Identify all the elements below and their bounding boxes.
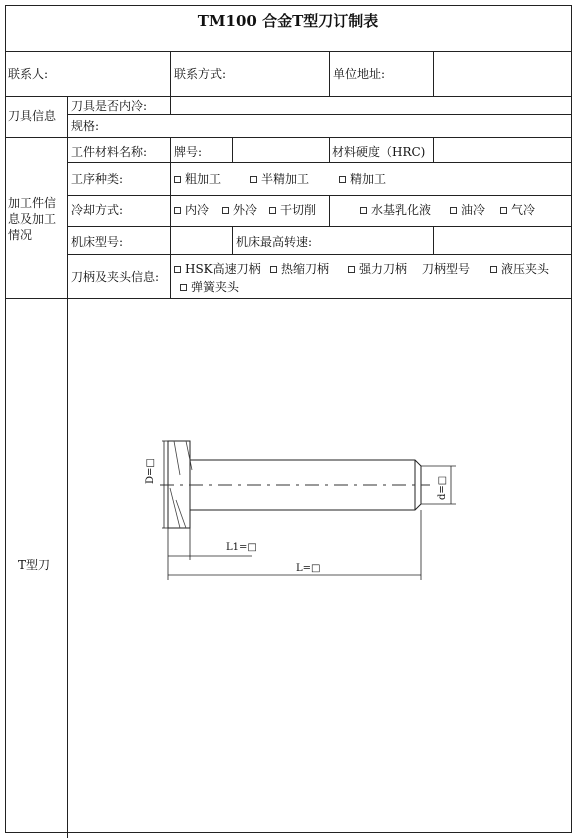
contact-method-label: 联系方式:	[174, 67, 227, 81]
holder-option-hsk[interactable]: HSK高速刀柄	[174, 262, 261, 276]
checkbox-icon	[500, 207, 507, 214]
address-label: 单位地址:	[333, 67, 386, 81]
process-type-label: 工序种类:	[71, 172, 124, 186]
checkbox-icon	[222, 207, 229, 214]
checkbox-icon	[174, 207, 181, 214]
holder-option-hydraulic[interactable]: 液压夹头	[490, 262, 549, 276]
process-option-semi[interactable]: 半精加工	[250, 172, 309, 186]
dim-l1: L1=□	[226, 542, 257, 553]
cooling-option-dry[interactable]: 干切削	[269, 203, 316, 217]
checkbox-icon	[180, 284, 187, 291]
max-speed-label: 机床最高转速:	[236, 235, 313, 249]
checkbox-icon	[348, 266, 355, 273]
checkbox-icon	[360, 207, 367, 214]
workpiece-label-1: 加工件信	[8, 196, 57, 210]
dim-d-small: d=□	[437, 475, 448, 500]
checkbox-icon	[250, 176, 257, 183]
cooling-option-external[interactable]: 外冷	[222, 203, 257, 217]
spec-label: 规格:	[71, 119, 100, 133]
cooling-option-emulsion[interactable]: 水基乳化液	[360, 203, 431, 217]
material-name-label: 工件材料名称:	[71, 145, 148, 159]
brand-label: 牌号:	[174, 145, 203, 159]
hardness-label: 材料硬度（HRC)	[332, 145, 426, 159]
process-option-rough[interactable]: 粗加工	[174, 172, 221, 186]
workpiece-label-2: 息及加工	[8, 212, 57, 226]
holder-info-label: 刀柄及夹头信息:	[71, 270, 160, 284]
checkbox-icon	[174, 266, 181, 273]
holder-option-power[interactable]: 强力刀柄	[348, 262, 407, 276]
cooling-label: 冷却方式:	[71, 203, 124, 217]
internal-cooling-label: 刀具是否内冷:	[71, 99, 148, 113]
machine-model-label: 机床型号:	[71, 235, 124, 249]
checkbox-icon	[490, 266, 497, 273]
cooling-option-air[interactable]: 气冷	[500, 203, 535, 217]
dim-l: L=□	[296, 563, 321, 574]
checkbox-icon	[174, 176, 181, 183]
contact-person-label: 联系人:	[8, 67, 49, 81]
form-title: TM100 合金T型刀订制表	[197, 12, 379, 30]
checkbox-icon	[339, 176, 346, 183]
holder-option-collet[interactable]: 弹簧夹头	[180, 280, 239, 294]
holder-model-label: 刀柄型号	[422, 262, 471, 276]
checkbox-icon	[270, 266, 277, 273]
holder-option-shrink[interactable]: 热缩刀柄	[270, 262, 329, 276]
process-option-finish[interactable]: 精加工	[339, 172, 386, 186]
tool-info-label: 刀具信息	[8, 109, 57, 123]
checkbox-icon	[450, 207, 457, 214]
workpiece-label-3: 情况	[8, 228, 33, 242]
cooling-option-internal[interactable]: 内冷	[174, 203, 209, 217]
checkbox-icon	[269, 207, 276, 214]
dim-d-large: D=□	[145, 458, 156, 484]
cooling-option-oil[interactable]: 油冷	[450, 203, 485, 217]
drawing-label: T型刀	[18, 558, 51, 572]
